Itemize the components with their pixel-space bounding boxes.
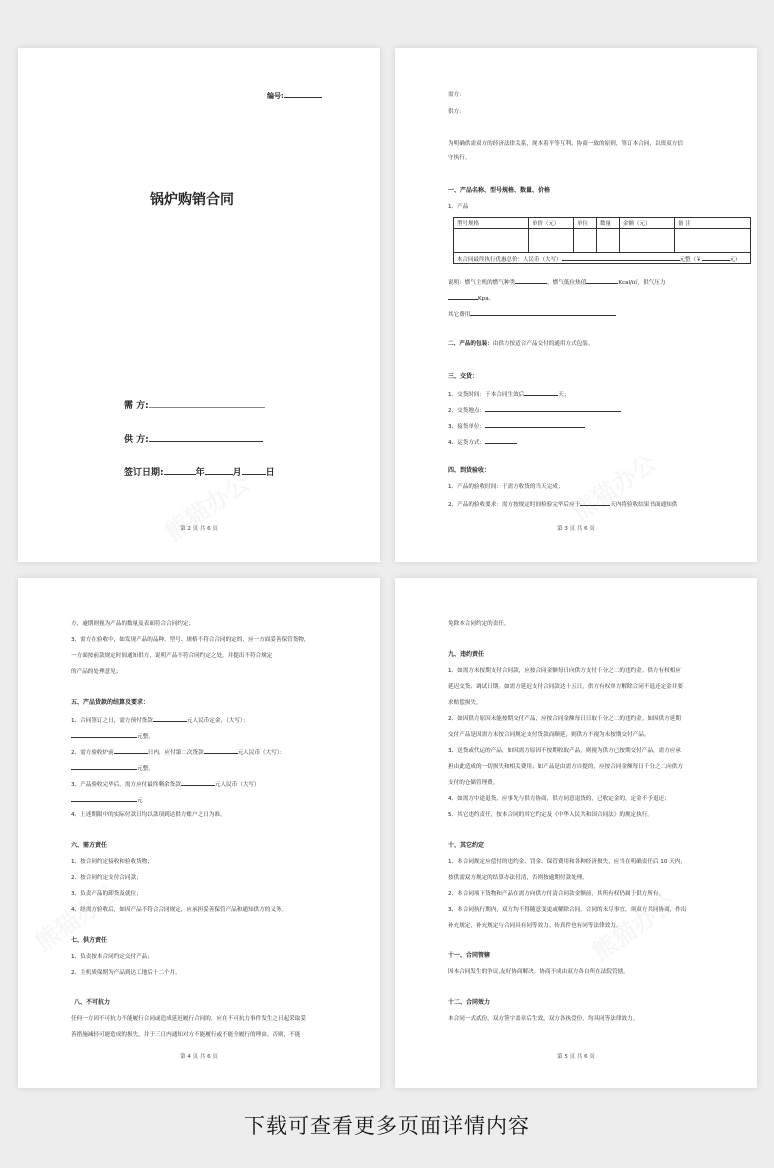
pressure-label: Kcal/㎡，供气压力 (618, 280, 666, 286)
payment-2-words (71, 763, 154, 773)
total-blank (562, 254, 680, 261)
section-5-heading: 五、产品货款的结算及要求： (71, 699, 150, 706)
intro-line-2: 守执行。 (448, 155, 471, 161)
continued-line-3: 一方面按前款规定时间通知供方，说明产品不符合同约定之处，并提出不符合规定 (71, 653, 273, 659)
acceptance-days-blank (580, 499, 610, 506)
section-6-heading: 六、需方责任 (71, 842, 108, 849)
continued-line-4: 的产品的处理意见； (71, 669, 122, 675)
section-12-heading: 十二、合同效力 (448, 999, 491, 1006)
gas-type-blank (515, 277, 547, 284)
contract-page-4 (395, 578, 757, 1088)
intro-line-1: 为明确供需双方的经济法律关系，现本着平等互利、协商一致的原则，签订本合同，以资双方信 (448, 141, 683, 147)
receiving-unit (448, 421, 585, 431)
seller-duty-2: 2、主机质保期为产品到达工地后十二个月。 (71, 970, 181, 976)
heat-value-blank (586, 277, 618, 284)
total-label: 本合同最终执行优惠总价：人民币（大写） (457, 256, 562, 263)
continued-line-2: 3、需方在验收中，如发现产品的品种、型号、规格不符合合同的定的，应一方面妥善保管货物， (71, 637, 310, 643)
table-header: 金额（元） (620, 218, 675, 229)
payment-1-unit: 元人民币定金，（大写）： (186, 718, 249, 724)
day-blank (242, 466, 266, 475)
section-11-heading: 十一、合同管辖 (448, 952, 491, 959)
payment-2 (71, 747, 285, 757)
page-number: 第 5 页 共 6 页 (557, 1054, 595, 1060)
table-header: 数量 (597, 218, 620, 229)
buyer-field: 需方: (448, 92, 462, 98)
payment-3-blank (181, 779, 215, 786)
acceptance-requirement-end: 天内将验收结果书面通知供 (610, 502, 678, 508)
other-terms-2: 2、本合同项下货物和产品在需方向供方付清合同款金额前，其所有权仍属于供方所有。 (448, 891, 665, 897)
payment-2-mid: 日内，应付第二次货款 (147, 750, 204, 756)
table-row (454, 229, 751, 253)
breach-5: 5、其它违约责任，按本合同的其它约定及《中华人民共和国合同法》的规定执行。 (448, 812, 653, 818)
day-label: 日 (265, 468, 275, 478)
buyer-duty-2: 2、按合同约定支付合同款； (71, 875, 142, 881)
section-8-heading: 八、不可抗力 (74, 999, 111, 1006)
breach-3c: 支付的仓储管理费。 (448, 780, 499, 786)
buyer-duty-1: 1、按合同约定接收和验收货物； (71, 859, 153, 865)
breach-2a: 2、如因供方原因未能按期交付产品，应按合同金额每日日取千分之二的违约金。如因供方延期 (448, 716, 681, 722)
gas-note-line-2 (448, 293, 494, 303)
sign-date-line (124, 465, 275, 478)
breach-2b: 交付产品是因需方未按合同规定支付货款而顺延，则供方不视为未按期交付产品。 (448, 732, 650, 738)
contract-number (267, 91, 322, 101)
payment-2-days-blank (114, 747, 148, 754)
seller-blank (149, 433, 263, 442)
breach-3b: 担由此造成的一切损失和相关费用；如产品是由需方自提的，应按合同金额每日千分之二向供方 (448, 764, 683, 770)
delivery-place-blank (485, 405, 621, 412)
payment-1-blank (153, 715, 187, 722)
pressure-blank (448, 293, 478, 300)
table-cell (529, 229, 574, 253)
contract-page-3 (18, 578, 380, 1088)
heat-value-label: ，燃气低位热值 (547, 280, 587, 286)
delivery-place-label: 2、交货地点： (448, 408, 486, 414)
section-1-item: 1、产品 (448, 204, 469, 210)
acceptance-requirement-label: 2、产品的验收要求：需方按规定时间检验完毕后应于 (448, 502, 581, 508)
breach-1a: 1、如需方未按期支付合同款，应按合同金额每日向供方支付千分之二的违约金。供方有权相应 (448, 668, 681, 674)
table-cell (675, 229, 751, 253)
delivery-time-blank (524, 389, 558, 396)
payment-3-words-blank (71, 795, 137, 802)
table-header: 备 注 (675, 218, 751, 229)
page-number: 第 4 页 共 6 页 (180, 1054, 218, 1060)
continued-line-1: 方，逾期则视为产品的数量及表面符合合同约定； (71, 621, 195, 627)
section-7-heading: 七、供方责任 (71, 937, 108, 944)
month-blank (205, 466, 233, 475)
other-fee-label: 其它费用 (448, 312, 471, 318)
section-4-heading: 四、到货验收： (448, 467, 491, 474)
table-total-row (454, 253, 751, 264)
payment-3-label: 3、产品验收完毕后，需方应付最终剩余货款 (71, 782, 181, 788)
contract-page-cover (18, 48, 380, 562)
breach-3a: 3、送货或代运的产品，如因需方原因不按期收取产品，则视为供方已按期交付产品，需方应承 (448, 748, 681, 754)
section-2 (448, 340, 593, 348)
other-fee-line (448, 309, 616, 319)
table-header: 单位 (574, 218, 597, 229)
buyer-label: 需 方: (124, 401, 149, 411)
delivery-place (448, 405, 621, 415)
payment-3 (71, 779, 260, 789)
breach-4: 4、如需方中途退货，应事先与供方协商，供方同意退货的，已收定金的，定金不予退还； (448, 796, 670, 802)
payment-1 (71, 715, 248, 725)
buyer-duty-4: 4、经需方验收后，如因产品不符合合同规定，应承担妥善保管产品和通知供方的义务。 (71, 907, 288, 913)
payment-1-label: 1、合同签订之日，需方预付货款 (71, 718, 153, 724)
table-header: 型号规格 (454, 218, 529, 229)
buyer-blank (149, 399, 265, 408)
shipping-method-blank (485, 437, 517, 444)
continued-line: 免除本合同约定的责任。 (448, 621, 510, 627)
total-figure-blank (702, 254, 730, 261)
month-label: 月 (232, 468, 242, 478)
table-cell (620, 229, 675, 253)
breach-1b: 延迟交货、调试日期。如需方延迟支付合同款达十五日，供方有权单方解除合同不退还定金并要 (448, 684, 683, 690)
delivery-time-label: 1、交货时间：于本合同生效后 (448, 392, 525, 398)
receiving-unit-label: 3、接货单位： (448, 424, 486, 430)
other-terms-1a: 1、本合同规定应偿付的违约金、罚金、保管费用和各种经济损失，应当在明确责任后 10 天内， (448, 859, 686, 865)
gas-type-label: 说明：燃气主机的燃气种类 (448, 280, 516, 286)
table-total-cell (454, 253, 751, 264)
jurisdiction-text: 因本合同发生的争议,友好协商解决。协商不成由双方各自所在法院管辖。 (448, 969, 629, 975)
buyer-duty-3: 3、负责产品的卸货及就位； (71, 891, 142, 897)
total-end: 元） (729, 256, 741, 263)
contract-number-blank (284, 91, 322, 98)
contract-page-2 (395, 48, 757, 562)
payment-1-words (71, 731, 154, 741)
other-terms-3a: 3、本合同执行期内，双方均不得随意变更或解除合同。合同的未尽事宜，须双方共同协商，作出 (448, 907, 687, 913)
contract-title: 锅炉购销合同 (150, 192, 234, 208)
payment-1-words-blank (71, 731, 137, 738)
year-blank (164, 466, 196, 475)
delivery-time (448, 389, 569, 399)
table-cell (454, 229, 529, 253)
seller-duty-1: 1、负责按本合同约定交付产品； (71, 954, 153, 960)
buyer-line (124, 398, 265, 411)
acceptance-requirement (448, 499, 677, 509)
acceptance-time: 1、产品的验收时间：于需方收货的当天完成； (448, 484, 564, 490)
delivery-time-unit: 天； (558, 392, 570, 398)
page-number: 第 3 页 共 6 页 (557, 526, 595, 532)
sign-date-label: 签订日期: (124, 468, 164, 478)
table-header-row (454, 218, 751, 229)
section-10-heading: 十、其它约定 (448, 842, 485, 849)
payment-3-words (71, 795, 143, 805)
receiving-unit-blank (485, 421, 585, 428)
payment-2-amount-blank (204, 747, 238, 754)
table-cell (574, 229, 597, 253)
payment-1-words-unit: 元整。 (137, 734, 154, 740)
seller-line (124, 432, 263, 445)
download-caption: 下载可查看更多页面详情内容 (244, 1114, 530, 1138)
payment-2-label: 2、需方验收炉前 (71, 750, 114, 756)
force-majeure-1: 任何一方因不可抗力不能履行合同或造成延迟履行合同的，应在不可抗力事件发生之日起采取妥 (71, 1016, 306, 1022)
other-terms-3b: 补充规定，补充规定与合同具有同等效力。传真件也有同等法律效力。 (448, 923, 622, 929)
shipping-method (448, 437, 517, 447)
payment-3-words-unit: 元 (137, 798, 143, 804)
section-9-heading: 九、违约责任 (448, 651, 485, 658)
section-2-heading: 二、产品的包装： (448, 341, 493, 347)
section-1-heading: 一、产品名称、型号规格、数量、价格 (448, 187, 551, 194)
force-majeure-2: 善措施减轻可能造成的损失，并于三日内通知对方不能履行或不能全履行的理由。否则，不能 (71, 1032, 301, 1038)
product-table (453, 217, 751, 264)
pressure-unit: Kpa。 (478, 296, 495, 302)
gas-note-line-1 (448, 277, 666, 287)
table-header: 单价（元） (529, 218, 574, 229)
other-fee-blank (470, 309, 616, 316)
payment-2-unit: 元人民币（大写）： (237, 750, 286, 756)
seller-label: 供 方: (124, 435, 149, 445)
total-unit: 元整（￥ (679, 256, 702, 263)
payment-2-words-unit: 元整。 (137, 766, 154, 772)
shipping-method-label: 4、运货方式： (448, 440, 486, 446)
other-terms-1b: 按供需双方规定的结算办法付清，否则按逾期付款处理。 (448, 875, 588, 881)
page-number: 第 2 页 共 6 页 (180, 526, 218, 532)
section-2-text: 由供方按适合产品交付的通用方式包装。 (492, 341, 594, 347)
contract-number-label: 编号: (267, 92, 284, 100)
payment-2-words-blank (71, 763, 137, 770)
validity-text: 本合同一式贰份，双方签字盖章后生效，双方各执壹份，均具同等法律效力。 (448, 1016, 639, 1022)
payment-4: 4、上述期限中的实际付款日均以款项到达供方账户之日为准。 (71, 812, 226, 818)
breach-1c: 求赔偿损失。 (448, 700, 482, 706)
payment-3-unit: 元人民币（大写） (214, 782, 260, 788)
table-cell (597, 229, 620, 253)
seller-field: 供方: (448, 109, 462, 115)
section-3-heading: 三、交货： (448, 373, 479, 380)
year-label: 年 (195, 468, 205, 478)
